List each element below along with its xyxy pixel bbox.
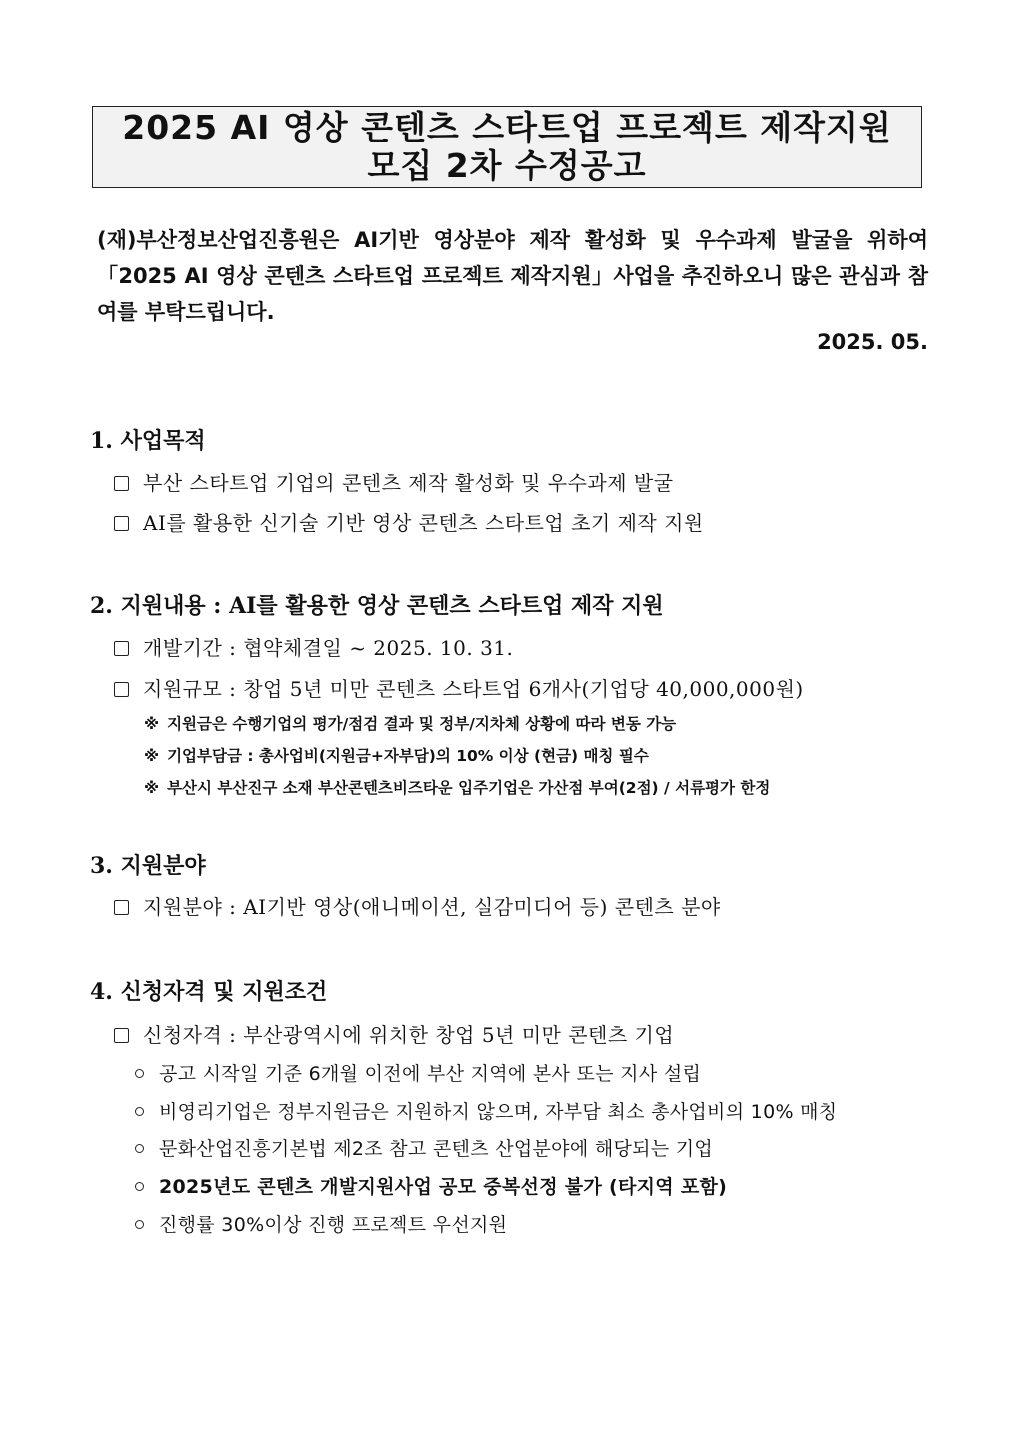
item-text: 지원규모 : 창업 5년 미만 콘텐츠 스타트업 6개사(기업당 40,000,000원) [143, 677, 804, 701]
note-text: 지원금은 수행기업의 평가/점검 결과 및 정부/지차체 상황에 따라 변동 가능 [167, 715, 677, 733]
checkbox-square-icon [114, 682, 129, 697]
note-text: 기업부담금 : 총사업비(지원금+자부담)의 10% 이상 (현금) 매칭 필수 [167, 747, 649, 765]
section-2-item-1 [114, 632, 513, 661]
circle-bullet-icon [135, 1182, 144, 1191]
section-2-note-2 [144, 744, 649, 766]
section-3-title: 3. 지원분야 [90, 853, 206, 879]
section-2-title: 2. 지원내용 : AI를 활용한 영상 콘텐츠 스타트업 제작 지원 [90, 593, 664, 619]
title-box [92, 106, 922, 188]
section-2-note-1 [144, 712, 676, 734]
circle-bullet-icon [135, 1220, 144, 1229]
subitem-text: 문화산업진흥기본법 제2조 참고 콘텐츠 산업분야에 해당되는 기업 [159, 1138, 714, 1160]
item-text: 신청자격 : 부산광역시에 위치한 창업 5년 미만 콘텐츠 기업 [143, 1023, 675, 1047]
circle-bullet-icon [135, 1107, 144, 1116]
title-line-2: 모집 2차 수정공고 [367, 146, 647, 185]
section-1-item-2 [114, 507, 704, 536]
circle-bullet-icon [135, 1144, 144, 1153]
section-3-item-1 [114, 891, 721, 920]
reference-mark-icon: ※ [144, 747, 160, 765]
section-4-subitem-5 [135, 1210, 507, 1237]
checkbox-square-icon [114, 516, 129, 531]
reference-mark-icon: ※ [144, 715, 160, 733]
section-2-note-3 [144, 776, 770, 798]
section-4-subitem-4 [135, 1172, 727, 1199]
item-text: 개발기간 : 협약체결일 ~ 2025. 10. 31. [143, 636, 514, 660]
intro-paragraph: (재)부산정보산업진흥원은 AI기반 영상분야 제작 활성화 및 우수과제 발굴을 위하여 「2025 AI 영상 콘텐츠 스타트업 프로젝트 제작지원」사업을 추진하오니 많은 관심과 참여를 부탁드립니다. [97, 228, 928, 324]
section-2-item-2 [114, 673, 804, 702]
section-4-item-1 [114, 1019, 674, 1048]
subitem-text: 비영리기업은 정부지원금은 지원하지 않으며, 자부담 최소 총사업비의 10% 매칭 [159, 1101, 838, 1123]
checkbox-square-icon [114, 900, 129, 915]
announcement-date: 2025. 05. [817, 330, 928, 354]
circle-bullet-icon [135, 1069, 144, 1078]
reference-mark-icon: ※ [144, 779, 160, 797]
item-text: AI를 활용한 신기술 기반 영상 콘텐츠 스타트업 초기 제작 지원 [143, 511, 704, 535]
section-4-title: 4. 신청자격 및 지원조건 [90, 979, 328, 1005]
section-4-subitem-2 [135, 1097, 837, 1124]
section-1-item-1 [114, 467, 674, 496]
subitem-text: 2025년도 콘텐츠 개발지원사업 공모 중복선정 불가 (타지역 포함) [159, 1176, 728, 1198]
title-line-1: 2025 AI 영상 콘텐츠 스타트업 프로젝트 제작지원 [122, 108, 892, 147]
section-4-subitem-1 [135, 1059, 701, 1086]
note-text: 부산시 부산진구 소재 부산콘텐츠비즈타운 입주기업은 가산점 부여(2점) / 서류평가 한정 [167, 779, 771, 797]
subitem-text: 공고 시작일 기준 6개월 이전에 부산 지역에 본사 또는 지사 설립 [159, 1063, 702, 1085]
item-text: 지원분야 : AI기반 영상(애니메이션, 실감미디어 등) 콘텐츠 분야 [143, 895, 721, 919]
checkbox-square-icon [114, 1028, 129, 1043]
checkbox-square-icon [114, 641, 129, 656]
item-text: 부산 스타트업 기업의 콘텐츠 제작 활성화 및 우수과제 발굴 [143, 471, 674, 495]
checkbox-square-icon [114, 476, 129, 491]
subitem-text: 진행률 30%이상 진행 프로젝트 우선지원 [159, 1214, 508, 1236]
section-4-subitem-3 [135, 1134, 713, 1161]
section-1-title: 1. 사업목적 [90, 428, 206, 454]
